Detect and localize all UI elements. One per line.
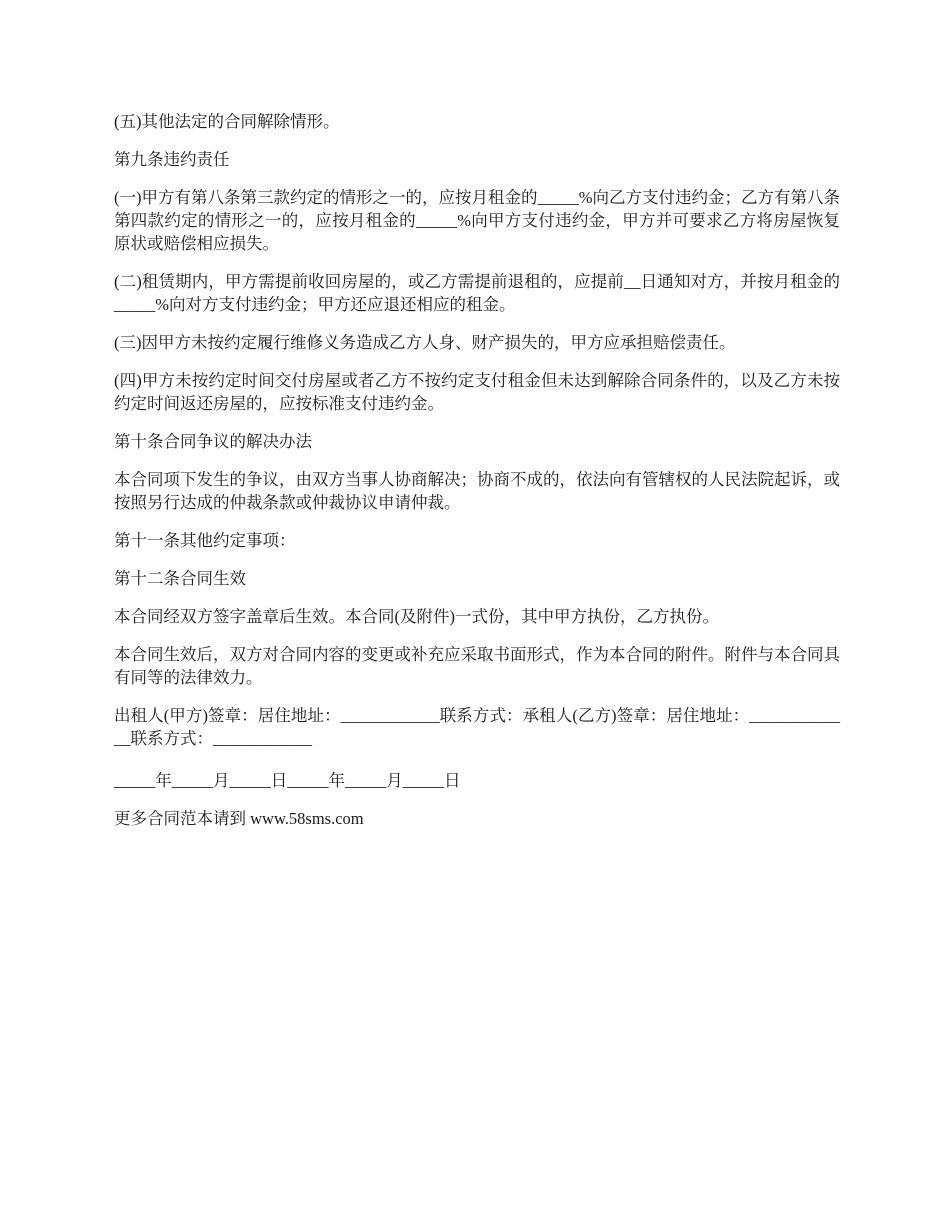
signature-dates: _____年_____月_____日_____年_____月_____日 — [114, 771, 461, 790]
article-12-body-2: 本合同生效后，双方对合同内容的变更或补充应采取书面形式，作为本合同的附件。附件与本合同具有同等的法律效力。 — [114, 645, 840, 687]
article-12-heading: 第十二条合同生效 — [114, 569, 246, 588]
footer-note: 更多合同范本请到 www.58sms.com — [114, 809, 364, 828]
signature-block: 出租人(甲方)签章：居住地址：____________联系方式：承租人(乙方)签章：居住地址：_____________联系方式：____________ — [114, 706, 840, 748]
article-9-heading: 第九条违约责任 — [114, 150, 230, 169]
article-10-heading: 第十条合同争议的解决办法 — [114, 432, 312, 451]
article-11-heading: 第十一条其他约定事项： — [114, 531, 296, 550]
article-9-item-1: (一)甲方有第八条第三款约定的情形之一的，应按月租金的_____%向乙方支付违约金；乙方有第八条第四款约定的情形之一的，应按月租金的_____%向甲方支付违约金，甲方并可要求乙方将房屋恢复原状或赔偿相应损失。 — [114, 188, 840, 253]
article-9-item-2: (二)租赁期内，甲方需提前收回房屋的，或乙方需提前退租的，应提前__日通知对方，并按月租金的_____%向对方支付违约金；甲方还应退还相应的租金。 — [114, 272, 840, 314]
article-12-body-1: 本合同经双方签字盖章后生效。本合同(及附件)一式份，其中甲方执份，乙方执份。 — [114, 607, 719, 626]
clause-8-item-5: (五)其他法定的合同解除情形。 — [114, 112, 340, 131]
article-10-body: 本合同项下发生的争议，由双方当事人协商解决；协商不成的，依法向有管辖权的人民法院起诉，或按照另行达成的仲裁条款或仲裁协议申请仲裁。 — [114, 470, 840, 512]
article-9-item-3: (三)因甲方未按约定履行维修义务造成乙方人身、财产损失的，甲方应承担赔偿责任。 — [114, 333, 736, 352]
article-9-item-4: (四)甲方未按约定时间交付房屋或者乙方不按约定支付租金但未达到解除合同条件的，以及乙方未按约定时间返还房屋的，应按标准支付违约金。 — [114, 371, 840, 413]
document-page — [114, 110, 840, 845]
